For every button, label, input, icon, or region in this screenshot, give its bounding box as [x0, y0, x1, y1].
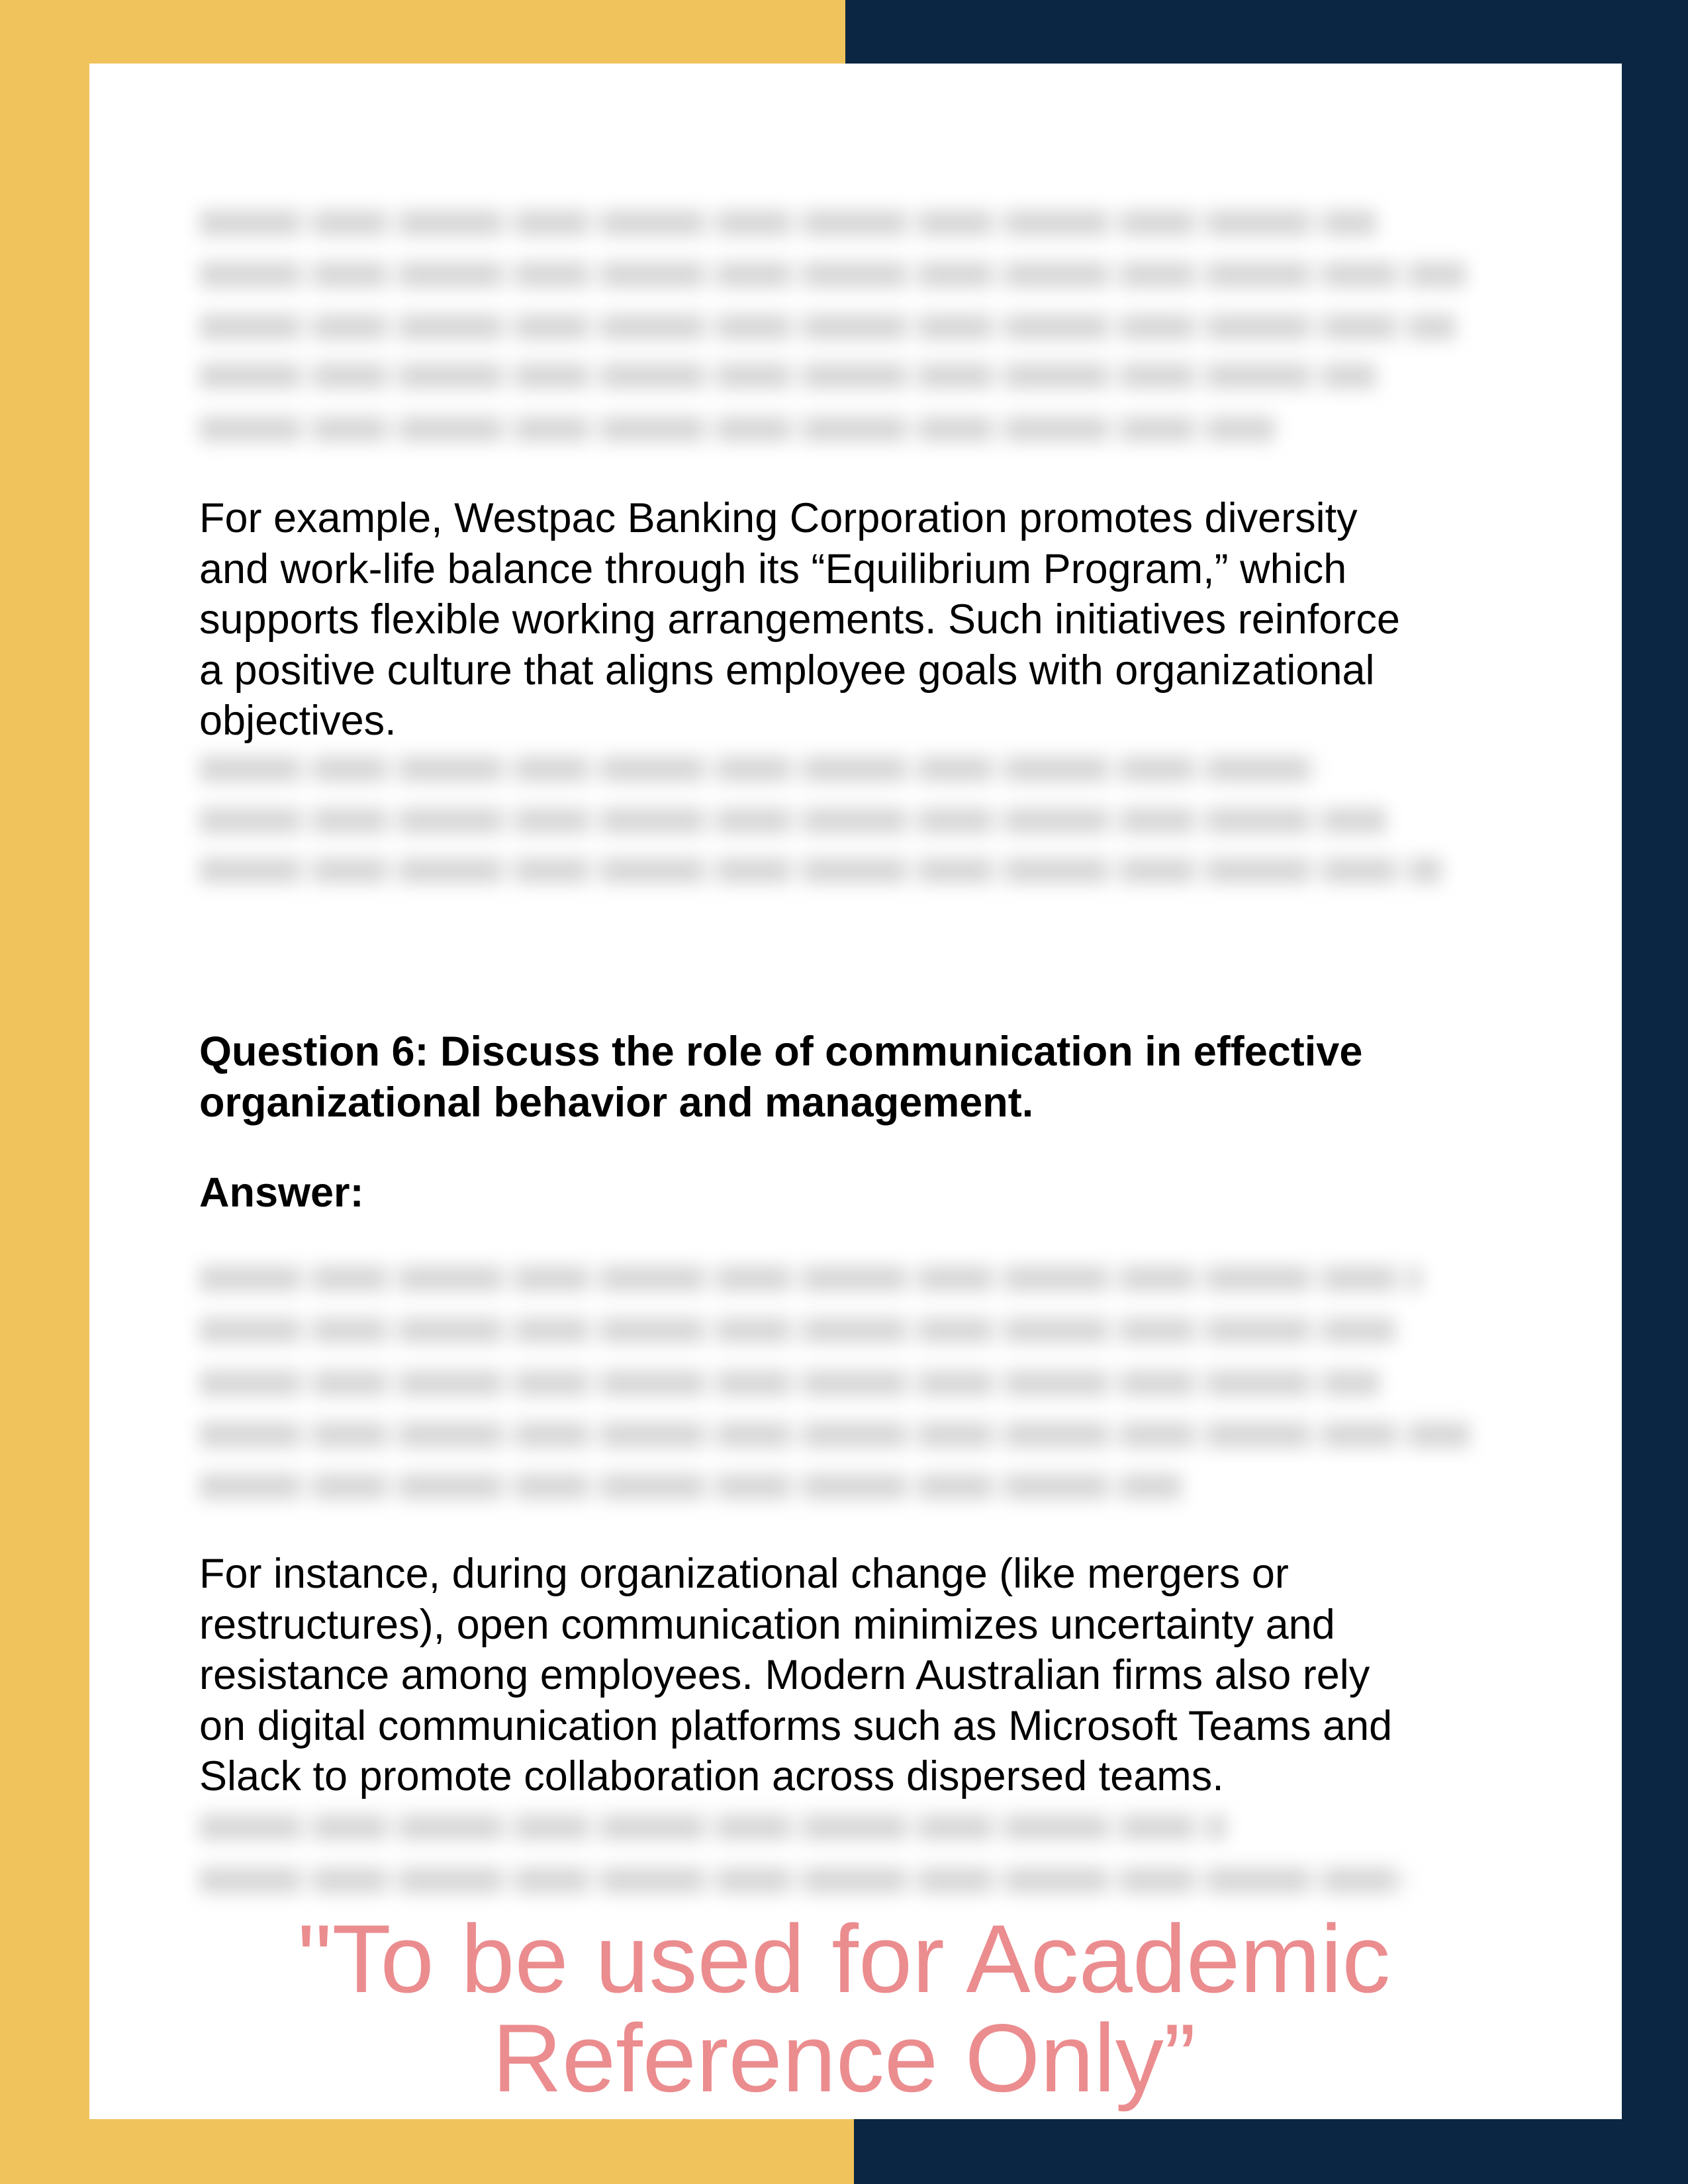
blurred-text-line [199, 314, 1456, 340]
blurred-text-line [199, 1370, 1380, 1396]
blurred-text-line [199, 363, 1376, 389]
text-line: on digital communication platforms such as Microsoft Teams and [199, 1702, 1393, 1749]
document-page [89, 64, 1622, 2119]
text-line: For example, Westpac Banking Corporation promotes diversity [199, 495, 1358, 541]
text-line: restructures), open communication minimizes uncertainty and [199, 1601, 1335, 1648]
yellow-bottom-strip [0, 2119, 854, 2184]
academic-reference-watermark: "To be used for Academic Reference Only” [297, 1905, 1391, 2112]
heading-line: Question 6: Discuss the role of communication in effective [199, 1028, 1363, 1075]
paragraph-westpac-example [199, 493, 1400, 747]
blurred-text-line [199, 1422, 1470, 1448]
blurred-text-line [199, 1265, 1421, 1292]
text-line: resistance among employees. Modern Australian firms also rely [199, 1652, 1370, 1698]
text-line: a positive culture that aligns employee goals with organizational [199, 647, 1375, 694]
blurred-text-line [199, 1317, 1397, 1343]
blurred-text-line [199, 416, 1275, 442]
text-line: and work-life balance through its “Equilibrium Program,” which [199, 545, 1347, 592]
text-line: For instance, during organizational change (like mergers or [199, 1551, 1289, 1597]
blurred-text-line [199, 756, 1317, 782]
blurred-text-line [199, 857, 1442, 884]
navy-bottom-strip [854, 2119, 1688, 2184]
blurred-text-line [199, 261, 1466, 288]
blurred-text-line [199, 1473, 1182, 1500]
blurred-text-line [199, 1867, 1407, 1893]
text-line: objectives. [199, 698, 397, 744]
text-line: supports flexible working arrangements. Such initiatives reinforce [199, 596, 1400, 643]
answer-label: Answer: [199, 1169, 364, 1216]
heading-line: organizational behavior and management. [199, 1079, 1034, 1126]
text-line: Slack to promote collaboration across dispersed teams. [199, 1753, 1224, 1799]
blurred-text-line [199, 807, 1386, 834]
blurred-text-line [199, 1814, 1226, 1841]
paragraph-organizational-change [199, 1549, 1392, 1802]
question-6-heading [199, 1026, 1362, 1128]
blurred-text-line [199, 210, 1376, 236]
